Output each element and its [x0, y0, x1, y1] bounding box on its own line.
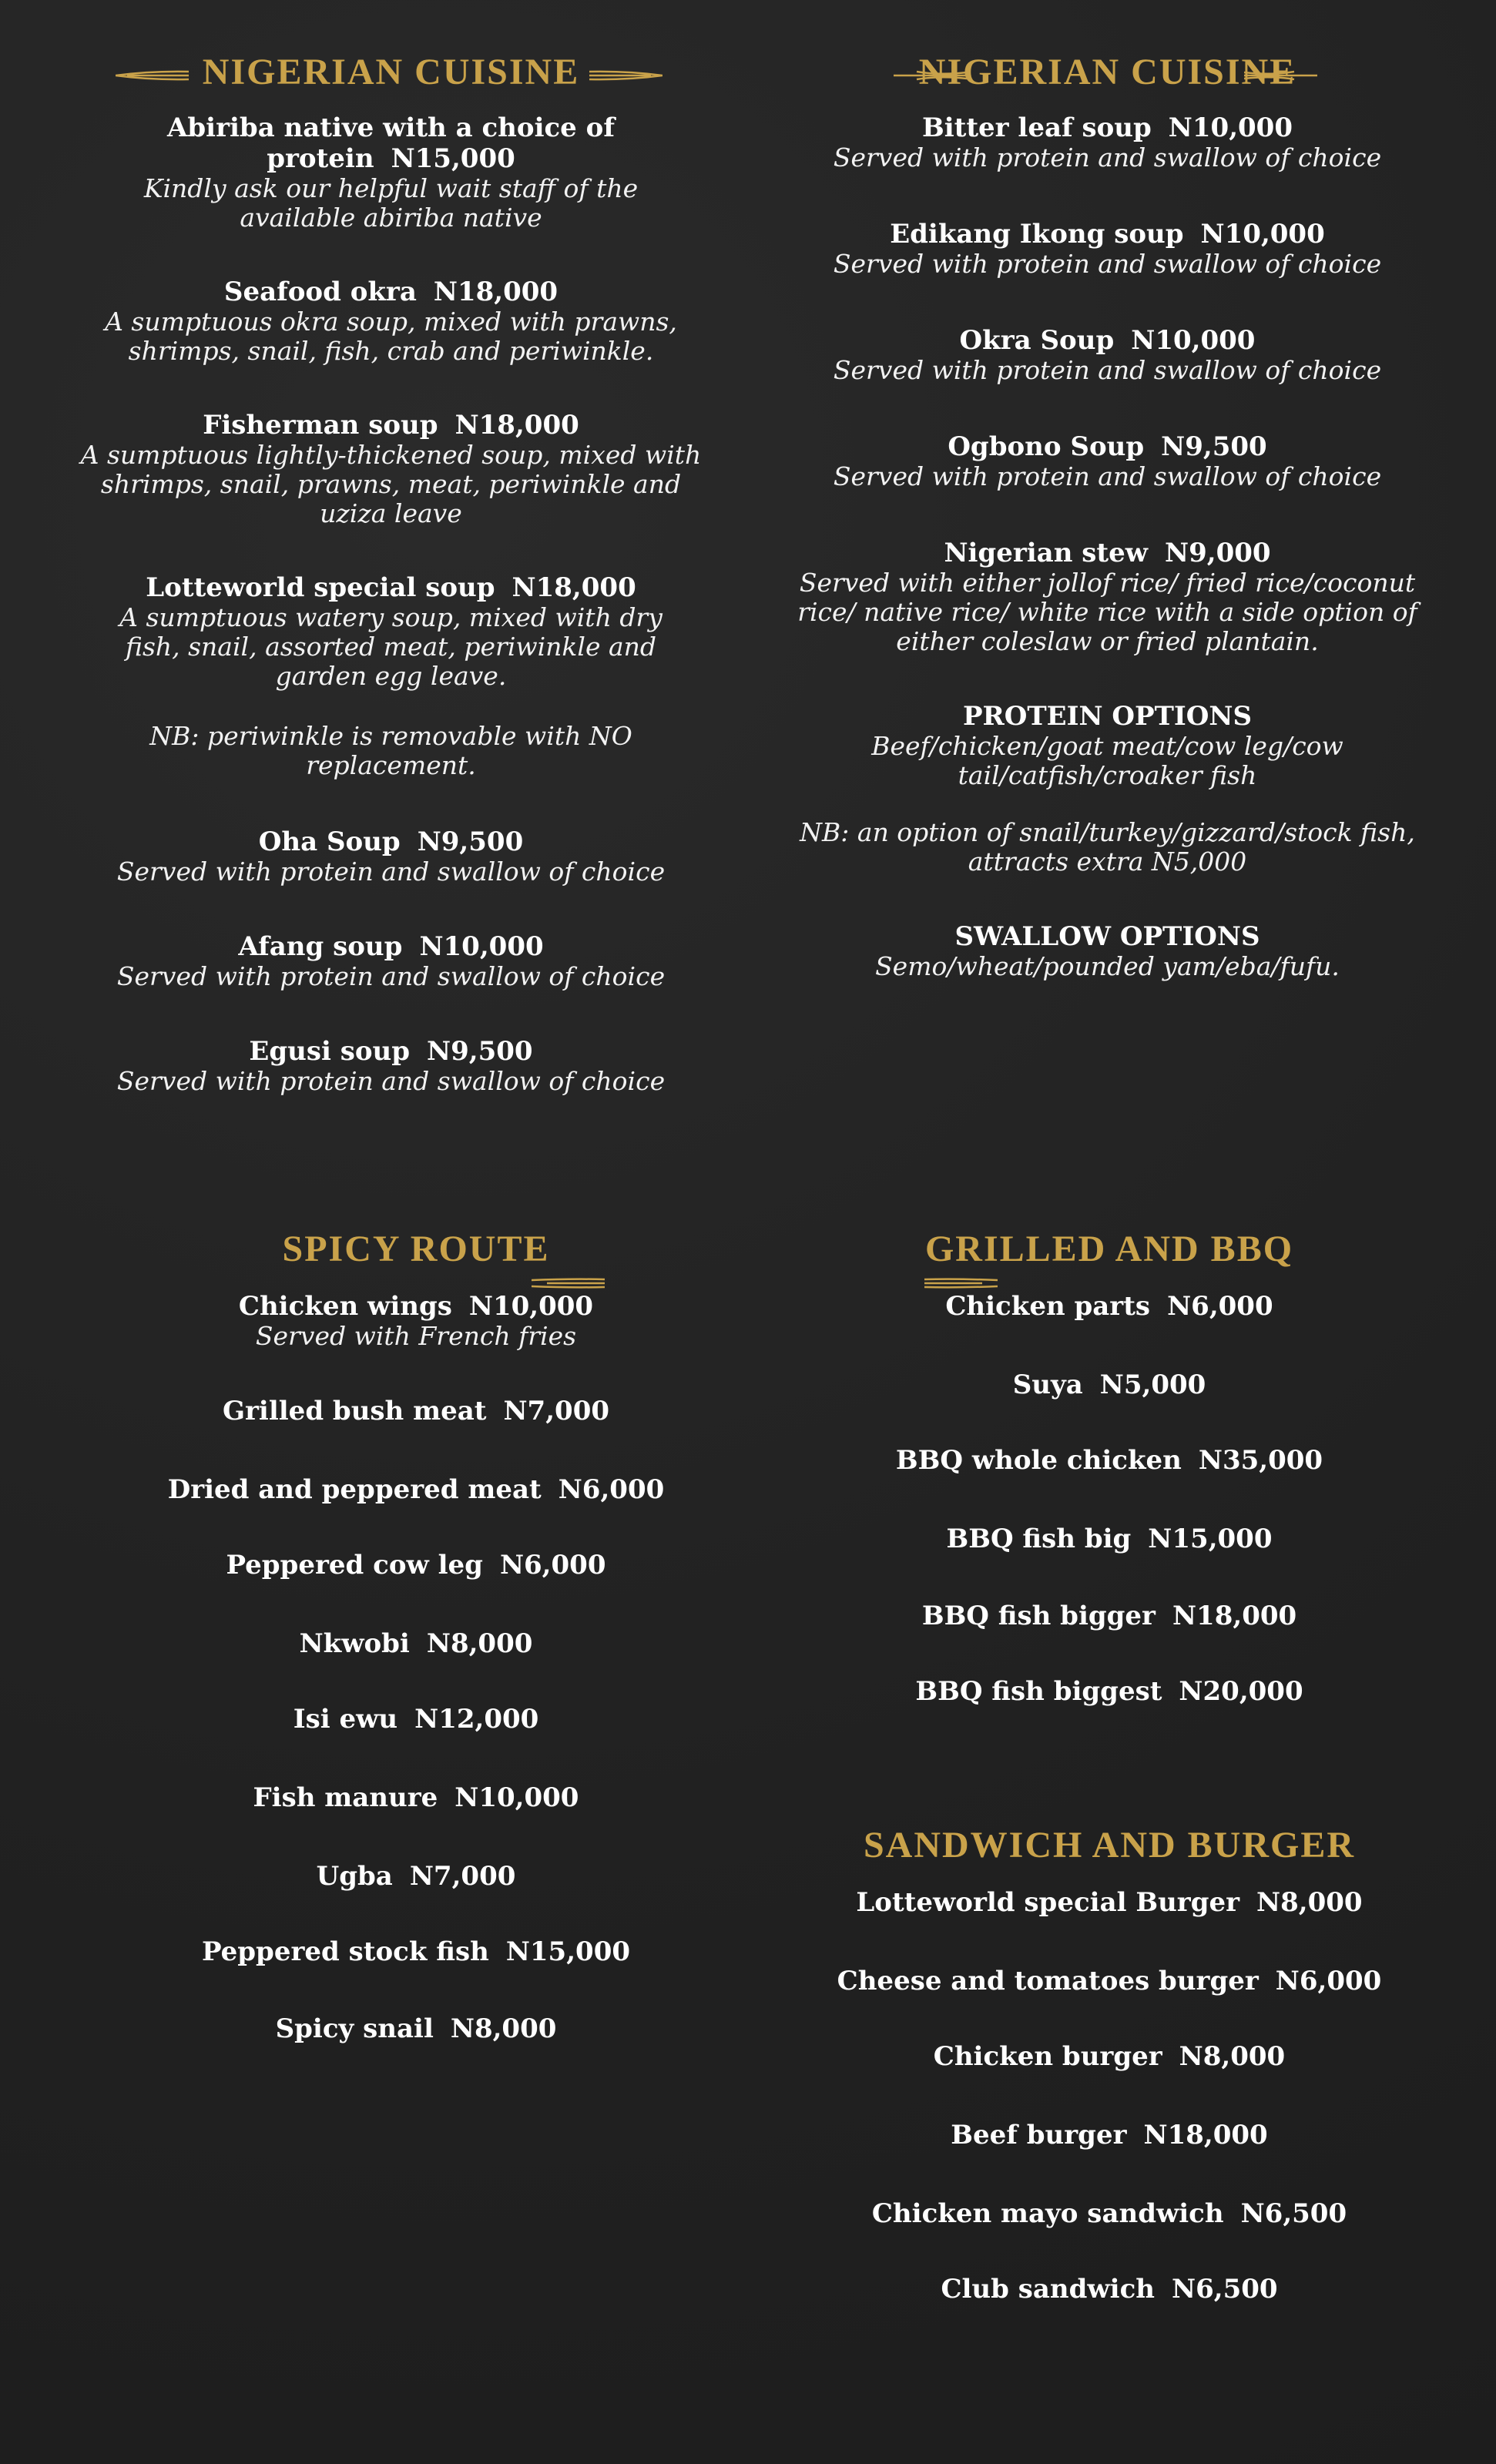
menu-item [778, 431, 1437, 491]
item-price: N15,000 [505, 1936, 631, 1967]
item-price: N6,000 [558, 1474, 665, 1505]
item-name: Bitter leaf soup [921, 112, 1152, 143]
protein-options [778, 701, 1437, 790]
item-name: Peppered stock fish [201, 1936, 489, 1967]
protein-options-heading: PROTEIN OPTIONS [962, 701, 1253, 732]
item-description: Served with protein and swallow of choice [116, 1066, 666, 1096]
item-name: Spicy snail [275, 2013, 434, 2044]
menu-item [801, 1524, 1417, 1554]
item-price: N8,000 [1179, 2041, 1286, 2072]
item-name: Ugba [316, 1861, 393, 1892]
menu-item [801, 1291, 1417, 1322]
item-name: Nkwobi [299, 1628, 410, 1659]
nigerian-cuisine-left-section [62, 54, 720, 1096]
sandwich-burger-section [801, 1827, 1417, 2305]
item-description: Served with protein and swallow of choice [833, 249, 1382, 279]
item-price: N6,000 [1275, 1966, 1382, 1996]
section-title: SANDWICH AND BURGER [863, 1825, 1356, 1866]
item-description: Served with either jollof rice/ fried rice/coconut rice/ native rice/ white rice with a side option of either coleslaw or fried plantain. [797, 568, 1417, 656]
menu-item [62, 931, 720, 991]
item-name: Grilled bush meat [222, 1396, 487, 1426]
periwinkle-note: NB: periwinkle is removable with NO replacement. [149, 721, 632, 780]
swallow-options [778, 921, 1437, 981]
item-price: N6,500 [1172, 2274, 1278, 2305]
menu-item [778, 219, 1437, 279]
item-price: N10,000 [1131, 325, 1256, 356]
item-price: N18,000 [1143, 2120, 1268, 2151]
right-flourish-icon [589, 69, 662, 80]
item-price: N6,000 [499, 1550, 606, 1581]
item-description: Served with protein and swallow of choice [833, 355, 1382, 385]
item-name: Nigerian stew [944, 538, 1148, 568]
item-name: Seafood okra [223, 277, 417, 307]
item-description: A sumptuous lightly-thickened soup, mixed with shrimps, snail, prawns, meat, periwinkle and uziza leave [80, 440, 702, 528]
nigerian-cuisine-right-section [778, 54, 1437, 981]
item-name: Peppered cow leg [226, 1550, 483, 1581]
protein-extra-note: NB: an option of snail/turkey/gizzard/stock fish, attracts extra N5,000 [800, 817, 1415, 877]
item-price: N18,000 [455, 410, 579, 441]
item-name: Beef burger [951, 2120, 1127, 2151]
item-name: Lotteworld special Burger [856, 1887, 1240, 1918]
spicy-route-section [108, 1231, 724, 2044]
item-name: Ogbono Soup [948, 431, 1145, 462]
item-price: N9,500 [1161, 431, 1267, 462]
item-name: BBQ fish biggest [915, 1676, 1162, 1707]
menu-item [108, 1291, 724, 1351]
menu-item [108, 1628, 724, 1659]
item-name: Oha Soup [258, 826, 401, 857]
menu-item [62, 572, 720, 691]
item-price: N18,000 [1172, 1601, 1297, 1631]
menu-item [801, 1966, 1417, 1996]
section-title: NIGERIAN CUISINE [918, 52, 1296, 92]
menu-item [108, 1474, 724, 1505]
item-description: Served with protein and swallow of choice [833, 461, 1382, 491]
menu-item [108, 1936, 724, 1967]
item-price: N6,000 [1167, 1291, 1273, 1322]
item-name: BBQ fish big [946, 1524, 1132, 1554]
item-price: N9,000 [1165, 538, 1271, 568]
item-price: N7,000 [503, 1396, 610, 1426]
item-name: Fish manure [253, 1782, 438, 1813]
item-price: N8,000 [426, 1628, 533, 1659]
item-description: Served with protein and swallow of choice [116, 961, 666, 991]
item-name: Cheese and tomatoes burger [837, 1966, 1259, 1996]
menu-item [62, 1036, 720, 1096]
item-description: A sumptuous watery soup, mixed with dry fish, snail, assorted meat, periwinkle and garden egg leave. [119, 602, 662, 691]
item-price: N12,000 [414, 1704, 539, 1735]
menu-item [778, 538, 1437, 656]
swallow-options-text: Semo/wheat/pounded yam/eba/fufu. [875, 951, 1340, 981]
menu-item [801, 2041, 1417, 2072]
menu-item [778, 325, 1437, 385]
item-price: N10,000 [1168, 112, 1293, 143]
section-title: NIGERIAN CUISINE [202, 52, 580, 92]
menu-item [108, 1861, 724, 1892]
item-price: N10,000 [1200, 219, 1325, 250]
item-price: N10,000 [419, 931, 544, 962]
menu-item [801, 1369, 1417, 1400]
right-flourish-icon [1244, 69, 1317, 80]
menu-item [801, 1601, 1417, 1631]
item-name: Dried and peppered meat [167, 1474, 542, 1505]
item-price: N8,000 [450, 2013, 557, 2044]
item-description: Kindly ask our helpful wait staff of the available abiriba native [143, 173, 639, 233]
item-name: Fisherman soup [203, 410, 438, 441]
swallow-options-heading: SWALLOW OPTIONS [954, 921, 1260, 952]
item-name: Edikang Ikong soup [890, 219, 1184, 250]
item-name: Club sandwich [941, 2274, 1156, 2305]
item-name: Chicken wings [238, 1291, 452, 1322]
menu-item [108, 1550, 724, 1581]
menu-item [801, 1887, 1417, 1918]
section-title: SPICY ROUTE [282, 1229, 550, 1269]
item-name: Egusi soup [249, 1036, 411, 1067]
menu-item [108, 1782, 724, 1813]
menu-item [778, 112, 1437, 173]
item-name: Suya [1012, 1369, 1083, 1400]
item-price: N9,500 [427, 1036, 533, 1067]
flourish-icon [532, 1277, 605, 1288]
item-price: N35,000 [1198, 1445, 1323, 1476]
item-description: A sumptuous okra soup, mixed with prawns, shrimps, snail, fish, crab and periwinkle. [105, 307, 677, 366]
item-name: Lotteworld special soup [146, 572, 495, 603]
protein-options-text: Beef/chicken/goat meat/cow leg/cow tail/catfish/croaker fish [871, 731, 1343, 790]
item-name: Afang soup [238, 931, 403, 962]
grilled-bbq-section [801, 1231, 1417, 1707]
item-name: Abiriba native with a choice of protein [167, 112, 615, 174]
item-price: N5,000 [1099, 1369, 1206, 1400]
item-price: N18,000 [433, 277, 558, 307]
menu-item [62, 410, 720, 528]
item-price: N18,000 [512, 572, 636, 603]
menu-item [62, 826, 720, 887]
item-price: N20,000 [1179, 1676, 1303, 1707]
item-price: N15,000 [1148, 1524, 1273, 1554]
item-name: BBQ whole chicken [895, 1445, 1182, 1476]
menu-item [108, 1704, 724, 1735]
item-description: Served with French fries [255, 1321, 577, 1351]
menu-item [108, 2013, 724, 2044]
section-title: GRILLED AND BBQ [924, 1229, 1294, 1269]
menu-item [801, 2274, 1417, 2305]
item-name: Chicken parts [945, 1291, 1151, 1322]
item-price: N10,000 [468, 1291, 594, 1322]
item-price: N15,000 [391, 143, 515, 174]
item-price: N10,000 [455, 1782, 579, 1813]
item-price: N6,500 [1240, 2198, 1347, 2229]
item-price: N7,000 [409, 1861, 516, 1892]
menu-item [801, 1676, 1417, 1707]
menu-item [801, 2198, 1417, 2229]
menu-item [801, 2120, 1417, 2151]
item-name: Isi ewu [293, 1704, 398, 1735]
menu-item [62, 112, 720, 233]
flourish-icon [924, 1277, 998, 1288]
item-price: N8,000 [1256, 1887, 1363, 1918]
item-name: Okra Soup [959, 325, 1115, 356]
item-description: Served with protein and swallow of choice [116, 857, 666, 887]
item-price: N9,500 [417, 826, 524, 857]
item-name: Chicken burger [933, 2041, 1162, 2072]
item-name: BBQ fish bigger [921, 1601, 1156, 1631]
menu-item [108, 1396, 724, 1426]
item-description: Served with protein and swallow of choice [833, 142, 1382, 173]
item-name: Chicken mayo sandwich [871, 2198, 1224, 2229]
menu-item [801, 1445, 1417, 1476]
menu-item [62, 277, 720, 366]
